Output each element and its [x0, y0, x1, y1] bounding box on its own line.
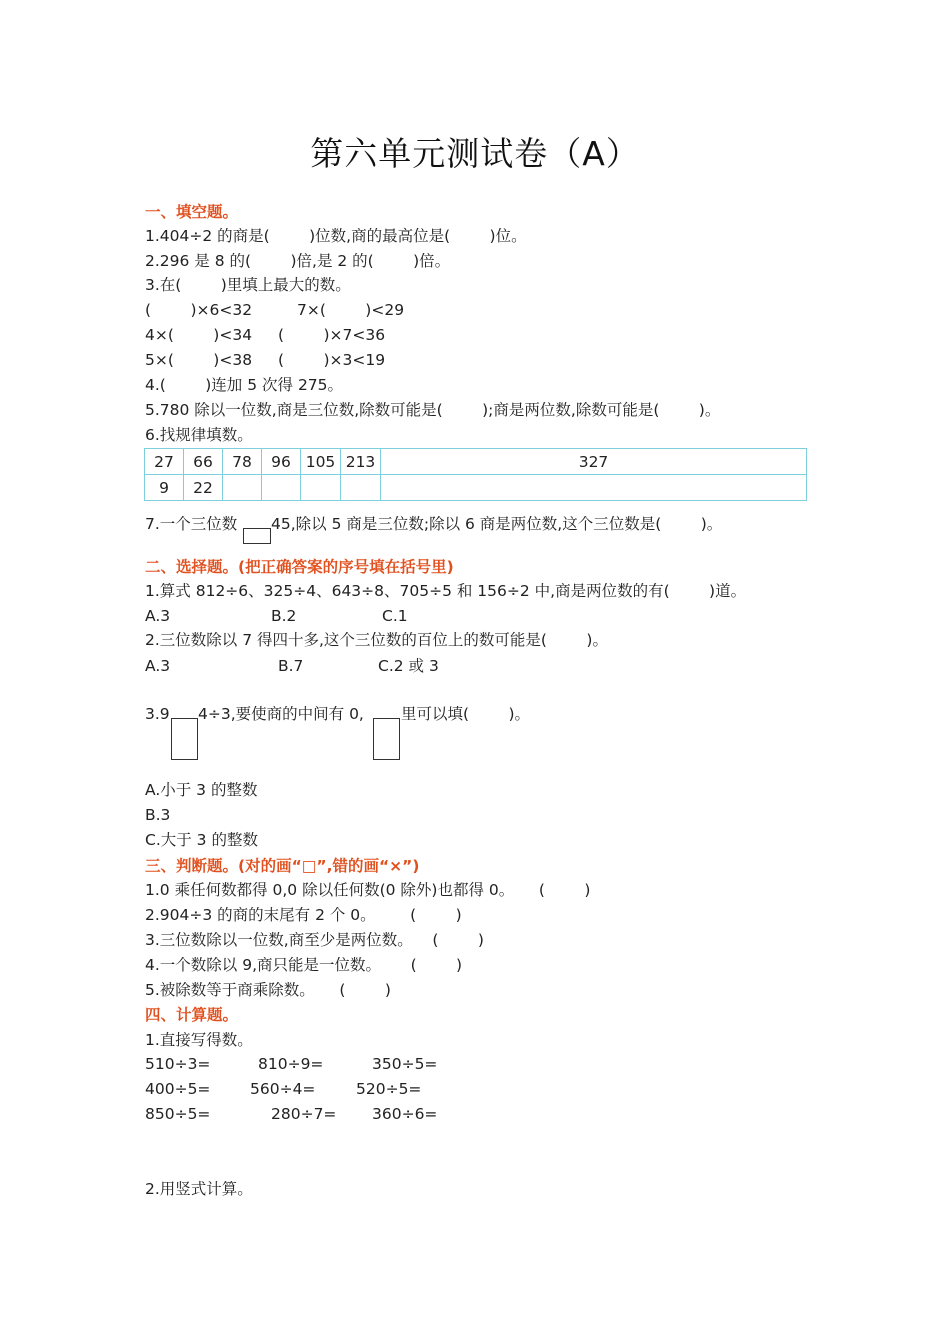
s2-q3-option-a: A.小于 3 的整数: [145, 781, 258, 799]
s2-q2-option-c: C.2 或 3: [378, 657, 439, 675]
page-title: 第六单元测试卷（A）: [310, 134, 640, 173]
s2-q2-option-a: A.3: [145, 657, 171, 675]
s4-question-1: 1.直接写得数。: [145, 1031, 253, 1049]
s3-question-2: 2.904÷3 的商的末尾有 2 个 0。 ( ): [145, 906, 462, 924]
calc-item: 510÷3=: [145, 1055, 211, 1073]
s2-question-1: 1.算式 812÷6、325÷4、643÷8、705÷5 和 156÷2 中,商是两位数的有( )道。: [145, 582, 747, 600]
s1-question-2: 2.296 是 8 的( )倍,是 2 的( )倍。: [145, 252, 451, 270]
s1-question-4: 4.( )连加 5 次得 275。: [145, 376, 344, 394]
s2-q3-option-b: B.3: [145, 806, 171, 824]
table-cell: 327: [381, 449, 807, 475]
s2-q1-option-a: A.3: [145, 607, 171, 625]
blank-box: [373, 718, 400, 760]
blank-box: [171, 718, 198, 760]
blank-box: [243, 528, 271, 544]
table-cell: 66: [184, 449, 223, 475]
table-cell: 22: [184, 475, 223, 501]
calc-item: 350÷5=: [372, 1055, 438, 1073]
s1-question-7-b: 45,除以 5 商是三位数;除以 6 商是两位数,这个三位数是( )。: [271, 515, 723, 533]
s2-q3-option-c: C.大于 3 的整数: [145, 831, 258, 849]
pattern-table: [144, 448, 807, 501]
table-cell: 105: [301, 449, 341, 475]
s1-question-7-a: 7.一个三位数: [145, 515, 238, 533]
calc-item: 520÷5=: [356, 1080, 422, 1098]
calc-item: 810÷9=: [258, 1055, 324, 1073]
s2-question-2: 2.三位数除以 7 得四十多,这个三位数的百位上的数可能是( )。: [145, 631, 608, 649]
s1-q3-row3-b: ( )×3<19: [278, 351, 386, 369]
table-cell: [341, 475, 381, 501]
table-cell: [223, 475, 262, 501]
s1-question-6: 6.找规律填数。: [145, 426, 253, 444]
s1-q3-row2-a: 4×( )<34: [145, 326, 253, 344]
s3-question-1: 1.0 乘任何数都得 0,0 除以任何数(0 除外)也都得 0。 ( ): [145, 881, 591, 899]
s2-q1-option-c: C.1: [382, 607, 408, 625]
section1-heading: 一、填空题。: [145, 203, 239, 221]
s1-question-3: 3.在( )里填上最大的数。: [145, 276, 351, 294]
s1-q3-row1-b: 7×( )<29: [297, 301, 405, 319]
table-row: [145, 475, 807, 501]
s2-q2-option-b: B.7: [278, 657, 304, 675]
table-cell: 27: [145, 449, 184, 475]
calc-item: 850÷5=: [145, 1105, 211, 1123]
calc-item: 360÷6=: [372, 1105, 438, 1123]
s1-q3-row1-a: ( )×6<32: [145, 301, 253, 319]
s2-q1-option-b: B.2: [271, 607, 297, 625]
s3-question-5: 5.被除数等于商乘除数。 ( ): [145, 981, 391, 999]
table-row: [145, 449, 807, 475]
s1-q3-row2-b: ( )×7<36: [278, 326, 386, 344]
s1-q3-row3-a: 5×( )<38: [145, 351, 253, 369]
s1-question-1: 1.404÷2 的商是( )位数,商的最高位是( )位。: [145, 227, 527, 245]
calc-item: 560÷4=: [250, 1080, 316, 1098]
s2-question-3-a: 3.9: [145, 705, 170, 723]
calc-item: 400÷5=: [145, 1080, 211, 1098]
s3-question-4: 4.一个数除以 9,商只能是一位数。 ( ): [145, 956, 463, 974]
table-cell: 78: [223, 449, 262, 475]
s2-question-3-b: 4÷3,要使商的中间有 0,: [198, 705, 364, 723]
table-cell: 9: [145, 475, 184, 501]
s2-question-3-c: 里可以填( )。: [401, 705, 531, 723]
s1-question-5: 5.780 除以一位数,商是三位数,除数可能是( );商是两位数,除数可能是( )。: [145, 401, 721, 419]
table-cell: [301, 475, 341, 501]
s4-question-2: 2.用竖式计算。: [145, 1180, 253, 1198]
section3-heading: 三、判断题。(对的画“□”,错的画“×”): [145, 857, 420, 875]
s3-question-3: 3.三位数除以一位数,商至少是两位数。 ( ): [145, 931, 484, 949]
calc-item: 280÷7=: [271, 1105, 337, 1123]
table-cell: 96: [262, 449, 301, 475]
table-cell: [381, 475, 807, 501]
table-cell: [262, 475, 301, 501]
section4-heading: 四、计算题。: [145, 1006, 239, 1024]
section2-heading: 二、选择题。(把正确答案的序号填在括号里): [145, 558, 454, 576]
table-cell: 213: [341, 449, 381, 475]
